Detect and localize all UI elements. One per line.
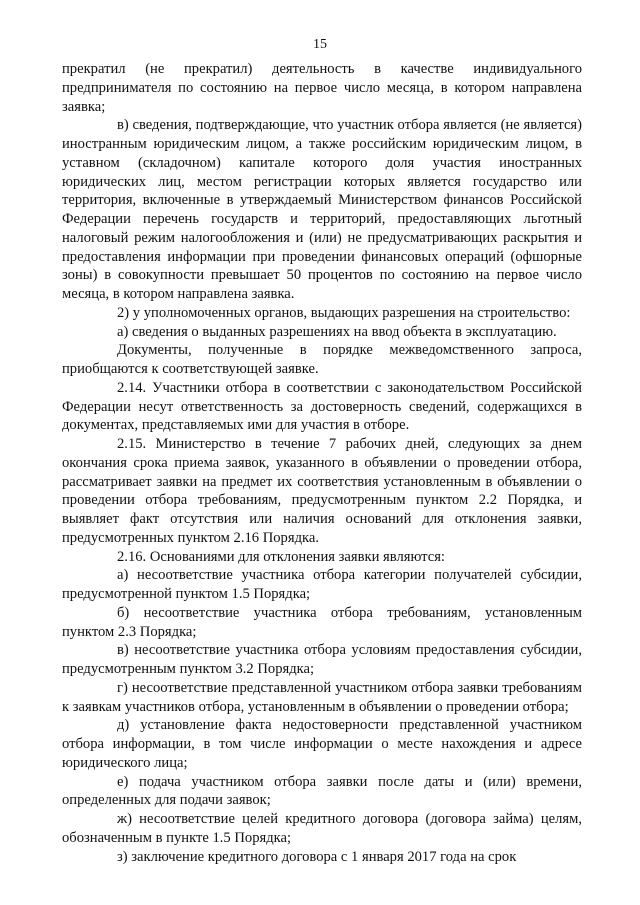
paragraph: е) подача участником отбора заявки после даты и (или) времени, определенных для подачи заявок; xyxy=(62,773,582,809)
paragraph: д) установление факта недостоверности представленной участником отбора информации, в том числе информации о месте нахождения и адресе юридического лица; xyxy=(62,717,582,771)
paragraph: в) сведения, подтверждающие, что участник отбора является (не является) иностранным юридическим лицом, а также российским юридическим лицом, в уставном (складочном) капитале которого доля участия иностранных юридических лиц, местом регистрации которых является государство или территория, включенные в утверждаемый Министерством финансов Российской Федерации перечень государств и территорий, предоставляющих льготный налоговый режим налогообложения и (или) не предусматривающих раскрытия и предоставления информации при проведении финансовых операций (офшорные зоны) в совокупности превышает 50 процентов по состоянию на первое число месяца, в котором направлена заявка. xyxy=(62,117,582,302)
document-body xyxy=(62,60,582,866)
paragraph: 2.15. Министерство в течение 7 рабочих дней, следующих за днем окончания срока приема заявок, указанного в объявлении о проведении отбора, рассматривает заявки на предмет их соответствия установленным в объявлении о проведении отбора требованиям, предусмотренным пунктом 2.2 Порядка, и выявляет факт отсутствия или наличия оснований для отклонения заявки, предусмотренных пунктом 2.16 Порядка. xyxy=(62,436,582,546)
paragraph: в) несоответствие участника отбора условиям предоставления субсидии, предусмотренным пунктом 3.2 Порядка; xyxy=(62,642,582,677)
paragraph: б) несоответствие участника отбора требованиям, установленным пунктом 2.3 Порядка; xyxy=(62,604,582,640)
paragraph: з) заключение кредитного договора с 1 января 2017 года на срок xyxy=(117,848,517,865)
paragraph: Документы, полученные в порядке межведомственного запроса, приобщаются к соответствующей заявке. xyxy=(62,342,582,377)
paragraph: прекратил (не прекратил) деятельность в качестве индивидуального предпринимателя по состоянию на первое число месяца, в котором направлена заявка; xyxy=(62,61,582,115)
paragraph: г) несоответствие представленной участником отбора заявки требованиям к заявкам участников отбора, установленным в объявлении о проведении отбора; xyxy=(62,679,582,715)
paragraph: 2) у уполномоченных органов, выдающих разрешения на строительство: xyxy=(117,304,571,321)
page-number: 15 xyxy=(313,37,327,52)
paragraph: а) сведения о выданных разрешениях на ввод объекта в эксплуатацию. xyxy=(117,323,557,340)
paragraph: 2.14. Участники отбора в соответствии с законодательством Российской Федерации несут ответственность за достоверность сведений, содержащихся в документах, представляемых ими для участия в отборе. xyxy=(62,379,582,434)
paragraph: ж) несоответствие целей кредитного договора (договора займа) целям, обозначенным в пункте 1.5 Порядка; xyxy=(62,811,582,846)
paragraph: а) несоответствие участника отбора категории получателей субсидии, предусмотренной пунктом 1.5 Порядка; xyxy=(62,567,582,602)
paragraph: 2.16. Основаниями для отклонения заявки являются: xyxy=(117,548,445,565)
